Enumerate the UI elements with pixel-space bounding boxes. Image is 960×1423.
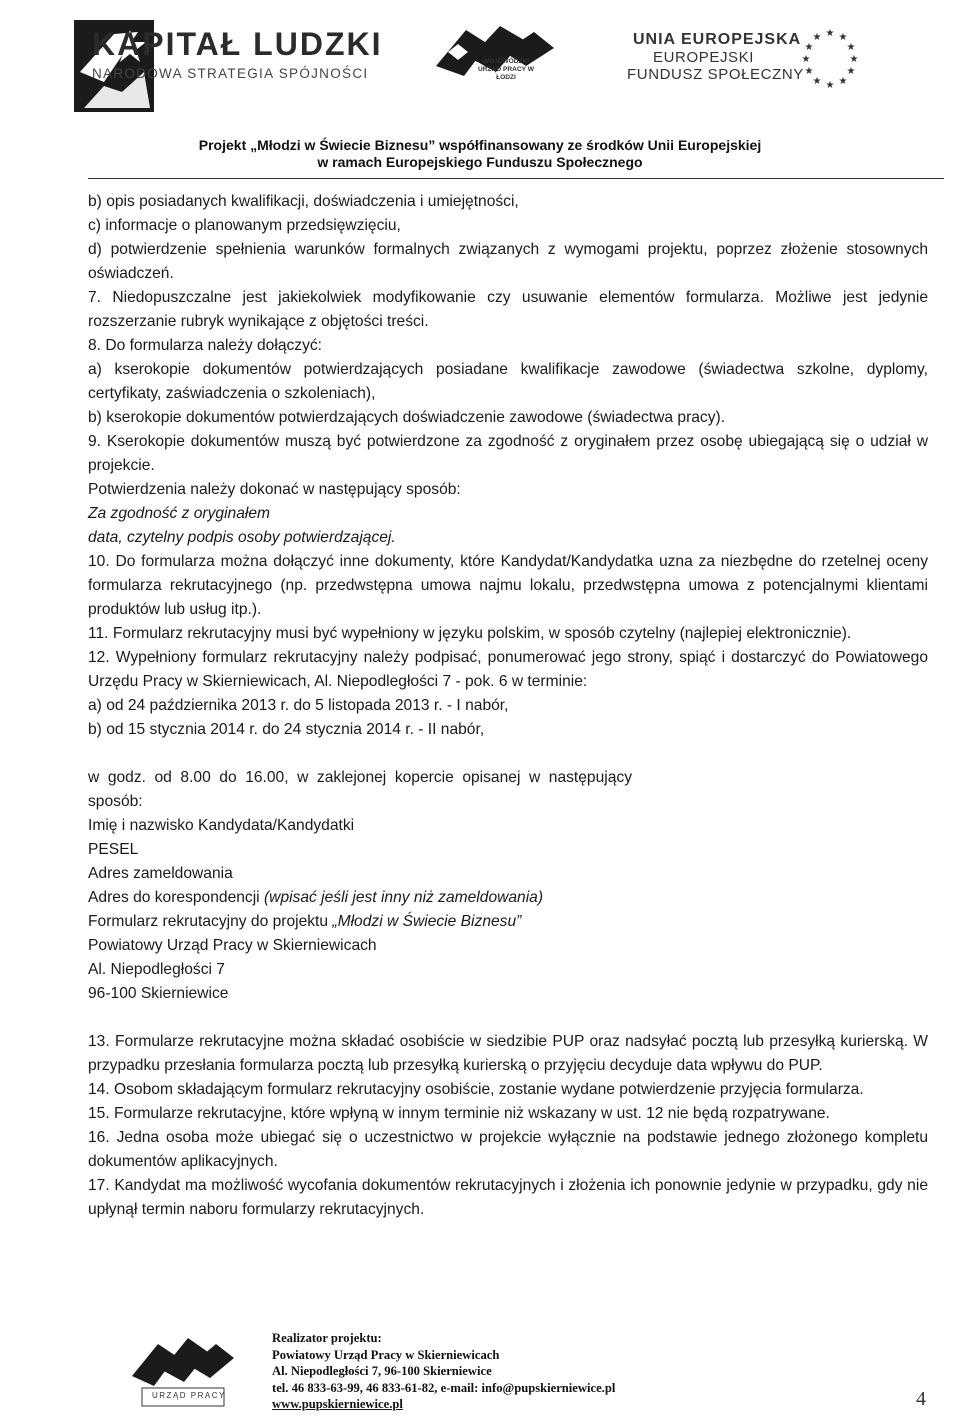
paragraph-d: d) potwierdzenie spełnienia warunków formalnych związanych z wymogami projektu, poprzez złożenie stosownych oświadczeń. <box>88 241 928 282</box>
svg-text:★: ★ <box>804 42 814 53</box>
project-title-line2: w ramach Europejskiego Funduszu Społecznego <box>317 154 643 170</box>
paragraph-12: 12. Wypełniony formularz rekrutacyjny należy podpisać, ponumerować jego strony, spiąć i dostarczyć do Powiatowego Urzędu Pracy w Skierniewicach, Al. Niepodległości 7 - pok. 6 w terminie: <box>88 649 928 690</box>
paragraph-16: 16. Jedna osoba może ubiegać się o uczestnictwo w projekcie wyłącznie na podstawie jednego złożonego kompletu dokumentów aplikacyjnych. <box>88 1129 928 1170</box>
spacer <box>88 1006 928 1030</box>
footer-info <box>272 1330 615 1413</box>
envelope-line-pesel: PESEL <box>88 841 139 858</box>
svg-text:★: ★ <box>849 54 859 65</box>
svg-text:★: ★ <box>846 66 856 77</box>
envelope-line-street: Al. Niepodległości 7 <box>88 961 225 978</box>
envelope-line-office: Powiatowy Urząd Pracy w Skierniewicach <box>88 937 377 954</box>
document-body <box>88 190 928 1222</box>
page-header <box>0 0 960 180</box>
footer-address: Al. Niepodległości 7, 96-100 Skierniewice <box>272 1364 492 1379</box>
eu-flag-icon <box>798 26 862 88</box>
office-hours: w godz. od 8.00 do 16.00, w zaklejonej kopercie opisanej w następujący sposób: <box>88 769 632 810</box>
deadline-a: a) od 24 października 2013 r. do 5 listopada 2013 r. - I nabór, <box>88 697 509 714</box>
paragraph-8b: b) kserokopie dokumentów potwierdzających doświadczenie zawodowe (świadectwa pracy). <box>88 409 726 426</box>
svg-text:★: ★ <box>838 76 848 87</box>
envelope-correspondence-note: (wpisać jeśli jest inny niż zameldowania) <box>263 889 544 906</box>
paragraph-17: 17. Kandydat ma możliwość wycofania dokumentów rekrutacyjnych i złożenia ich ponownie jedynie w przypadku, gdy nie upłynął termin naboru formularzy rekrutacyjnych. <box>88 1177 928 1218</box>
envelope-line-address: Adres zameldowania <box>88 865 233 882</box>
envelope-line-name: Imię i nazwisko Kandydata/Kandydatki <box>88 817 355 834</box>
paragraph-14: 14. Osobom składającym formularz rekrutacyjny osobiście, zostanie wydane potwierdzenie przyjęcia formularza. <box>88 1081 864 1098</box>
project-title <box>0 137 960 171</box>
svg-text:★: ★ <box>825 80 835 88</box>
envelope-project-name: „Młodzi w Świecie Biznesu” <box>332 913 522 930</box>
paragraph-8: 8. Do formularza należy dołączyć: <box>88 337 323 354</box>
envelope-line-correspondence <box>88 886 928 910</box>
paragraph-7: 7. Niedopuszczalne jest jakiekolwiek modyfikowanie czy usuwanie elementów formularza. Możliwe jest jedynie rozszerzanie rubryk wynikające z objętości treści. <box>88 289 928 330</box>
page-number: 4 <box>916 1388 926 1410</box>
footer-website-link[interactable]: www.pupskierniewice.pl <box>272 1397 403 1412</box>
kl-logo-subtitle: NARODOWA STRATEGIA SPÓJNOŚCI <box>92 66 369 81</box>
svg-text:★: ★ <box>804 66 814 77</box>
kl-logo-title: KAPITAŁ LUDZKI <box>92 26 383 62</box>
envelope-line-city: 96-100 Skierniewice <box>88 985 229 1002</box>
paragraph-c: c) informacje o planowanym przedsięwzięciu, <box>88 217 401 234</box>
svg-text:★: ★ <box>846 42 856 53</box>
svg-text:★: ★ <box>825 28 835 39</box>
confirmation-intro: Potwierdzenia należy dokonać w następujący sposób: <box>88 481 461 498</box>
paragraph-10: 10. Do formularza można dołączyć inne dokumenty, które Kandydat/Kandydatka uzna za niezbędne do rzetelnej oceny formularza rekrutacyjnego (np. przedwstępna umowa najmu lokalu, przedwstępna umowa z potencjalnymi klientami produktów lub usług itp.). <box>88 553 928 618</box>
svg-text:★: ★ <box>838 32 848 43</box>
paragraph-11: 11. Formularz rekrutacyjny musi być wypełniony w języku polskim, w sposób czytelny (najlepiej elektronicznie). <box>88 625 852 642</box>
svg-text:★: ★ <box>801 54 811 65</box>
spacer <box>88 742 928 766</box>
paragraph-b: b) opis posiadanych kwalifikacji, doświadczenia i umiejętności, <box>88 193 519 210</box>
paragraph-8a: a) kserokopie dokumentów potwierdzających posiadane kwalifikacje zawodowe (świadectwa szkolne, dyplomy, certyfikaty, zaświadczenia o szkoleniach), <box>88 361 928 402</box>
envelope-line-project <box>88 910 928 934</box>
svg-text:★: ★ <box>812 32 822 43</box>
footer-contact: tel. 46 833-63-99, 46 833-61-82, e-mail: info@pupskierniewice.pl <box>272 1380 616 1395</box>
wup-logo-text: WOJEWÓDZKI URZĄD PRACY W ŁODZI <box>478 58 534 81</box>
eu-logo-line1: UNIA EUROPEJSKA <box>633 31 802 48</box>
project-title-line1: Projekt „Młodzi w Świecie Biznesu” współfinansowany ze środków Unii Europejskiej <box>198 137 762 153</box>
header-divider <box>88 178 944 179</box>
footer-office-name: Powiatowy Urząd Pracy w Skierniewicach <box>272 1347 500 1362</box>
paragraph-15: 15. Formularze rekrutacyjne, które wpłyną w innym terminie niż wskazany w ust. 12 nie będą rozpatrywane. <box>88 1105 830 1122</box>
deadline-b: b) od 15 stycznia 2014 r. do 24 stycznia 2014 r. - II nabór, <box>88 721 485 738</box>
footer-realizator-label: Realizator projektu: <box>272 1331 382 1345</box>
paragraph-9: 9. Kserokopie dokumentów muszą być potwierdzone za zgodność z oryginałem przez osobę ubiegającą się o udział w projekcie. <box>88 433 928 474</box>
envelope-project-label: Formularz rekrutacyjny do projektu <box>88 913 333 930</box>
confirmation-formula-1: Za zgodność z oryginałem <box>88 505 271 522</box>
confirmation-formula-2: data, czytelny podpis osoby potwierdzającej. <box>88 529 396 546</box>
paragraph-13: 13. Formularze rekrutacyjne można składać osobiście w siedzibie PUP oraz nadsyłać pocztą lub przesyłką kurierską. W przypadku przesłania formularza pocztą lub przesyłką kurierską o przyjęciu decyduje data wpływu do PUP. <box>88 1033 928 1074</box>
envelope-correspondence-label: Adres do korespondencji <box>88 889 264 906</box>
eu-logo-line2: EUROPEJSKI <box>653 49 755 66</box>
svg-text:★: ★ <box>812 76 822 87</box>
eu-logo-line3: FUNDUSZ SPOŁECZNY <box>627 66 804 83</box>
pup-logo-text: URZĄD PRACY <box>152 1391 226 1400</box>
